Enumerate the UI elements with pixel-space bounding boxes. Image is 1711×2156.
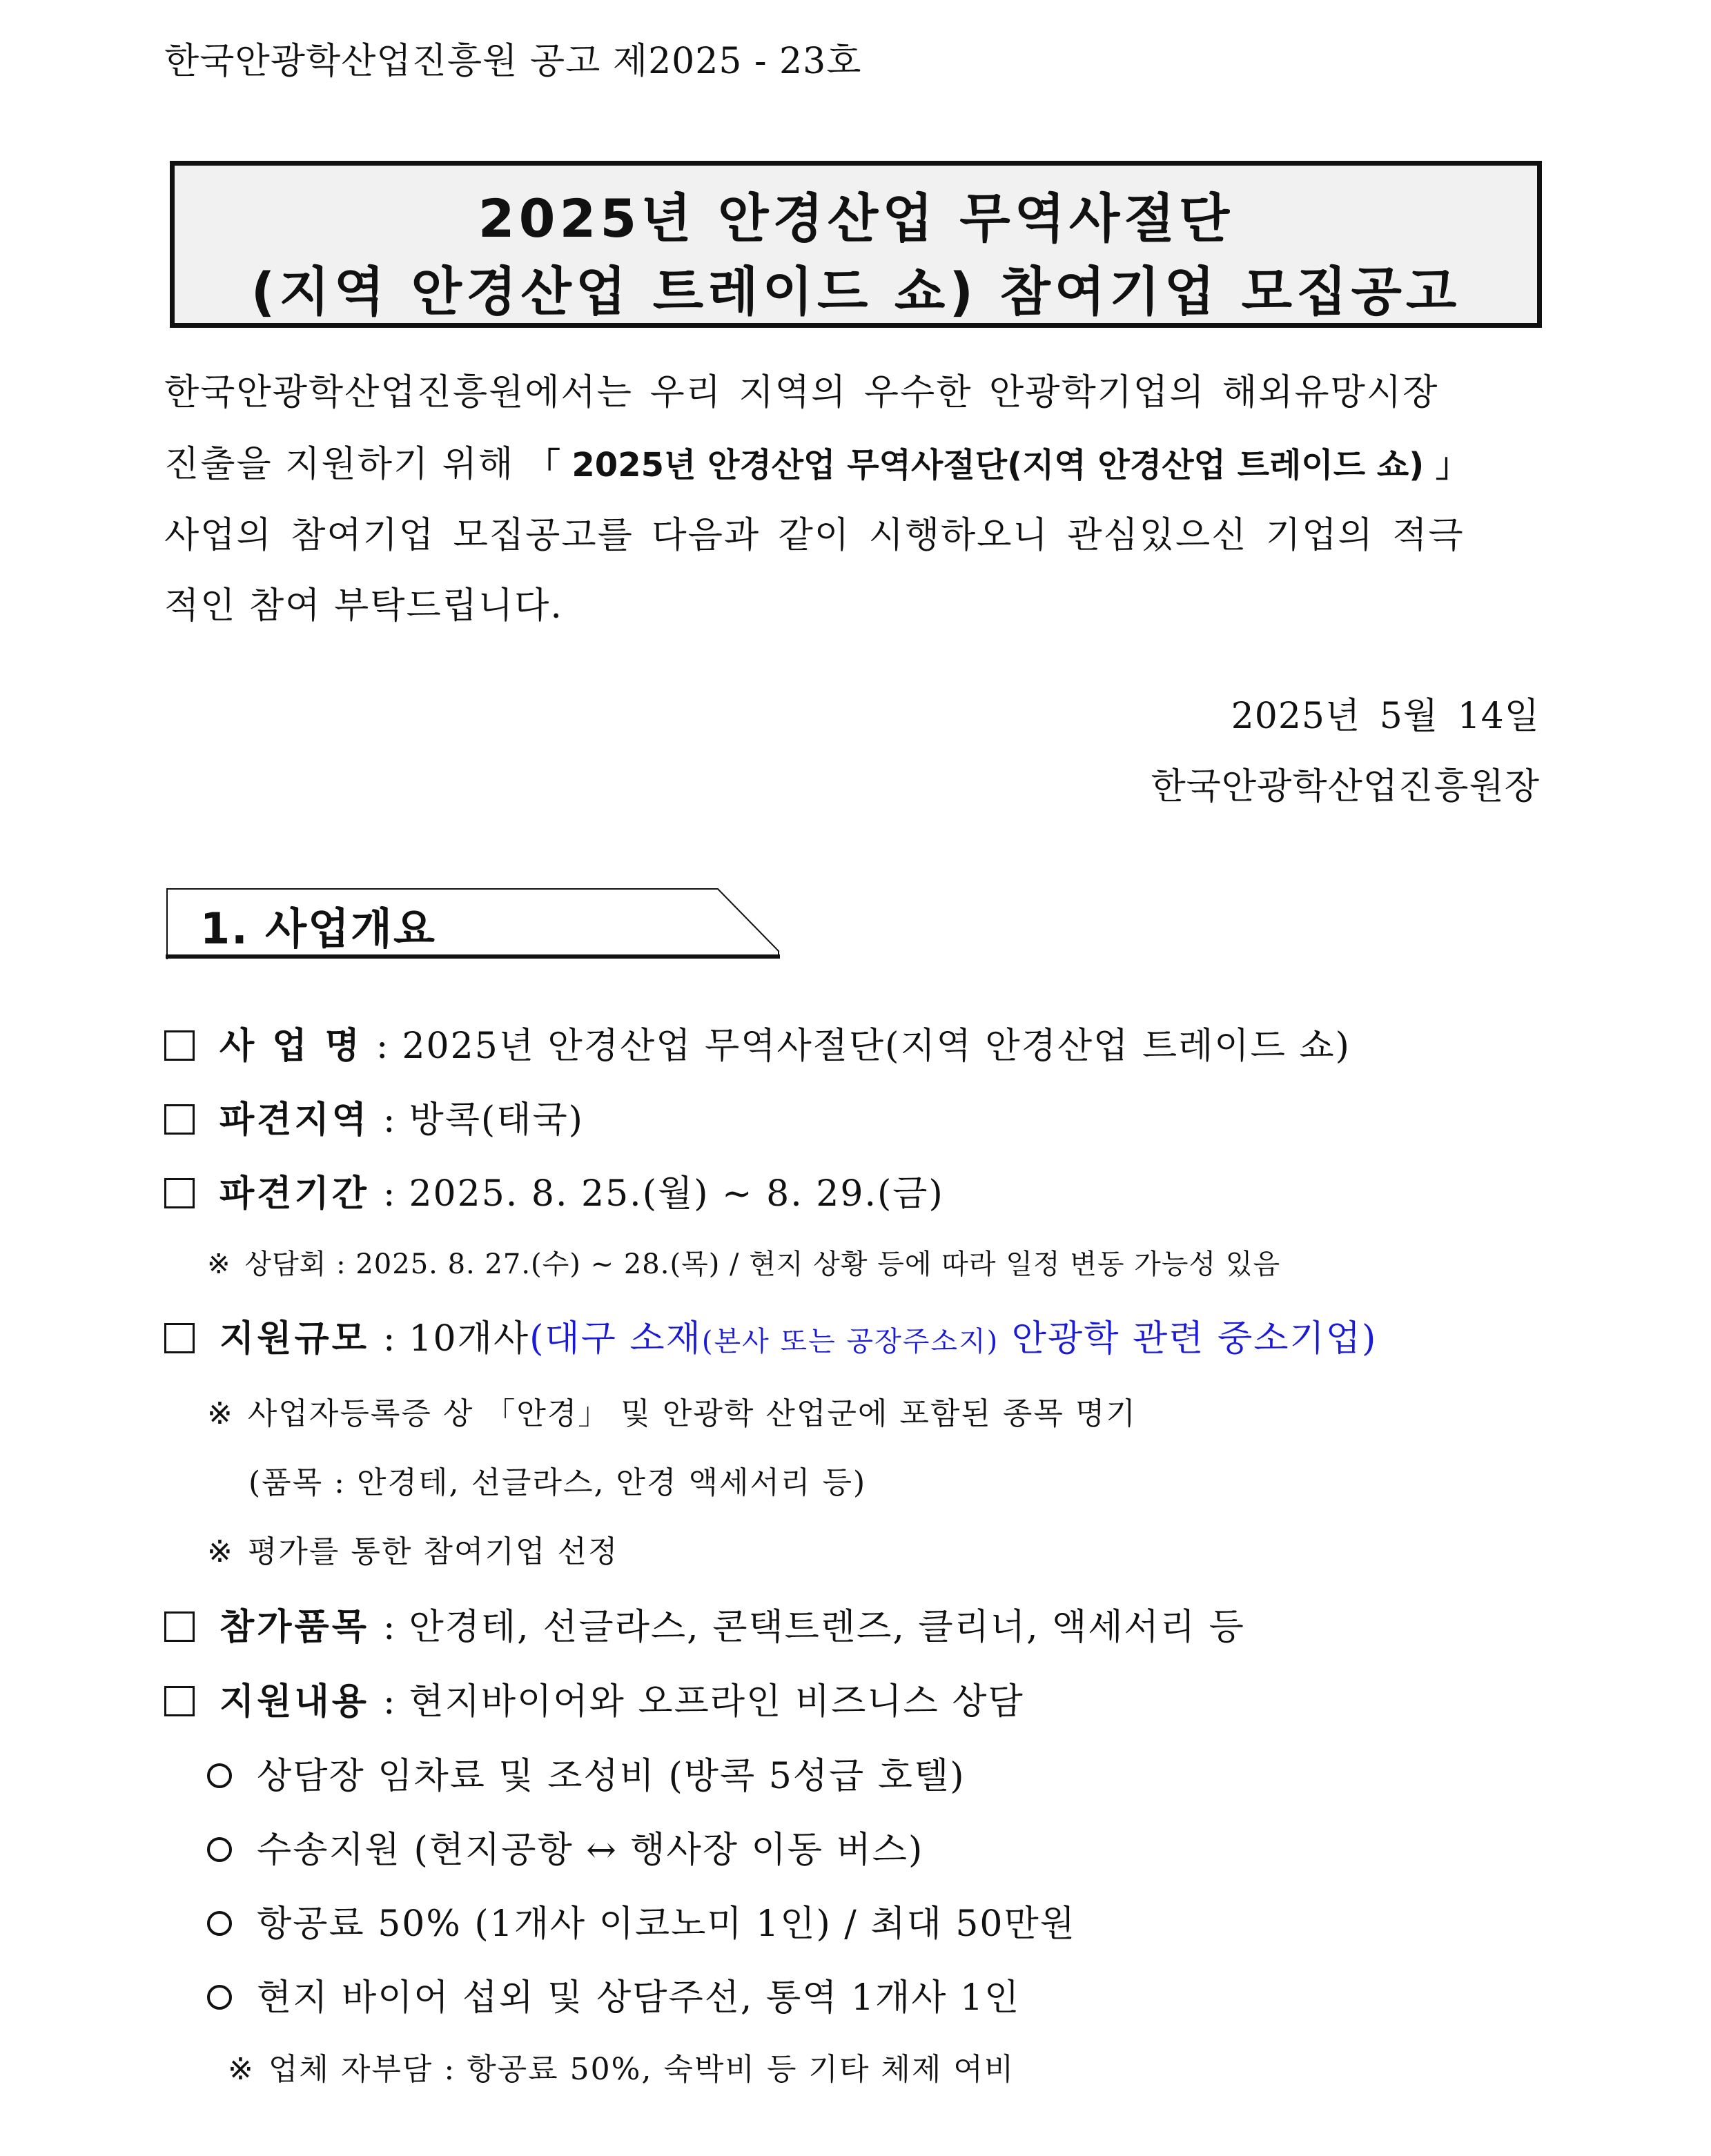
colon: : bbox=[382, 1318, 397, 1360]
intro-line-2 bbox=[164, 435, 1469, 487]
scale-note-2 bbox=[207, 1527, 618, 1571]
circle-bullet-icon bbox=[207, 1911, 232, 1936]
project-name-row bbox=[164, 1017, 1351, 1068]
colon: : bbox=[382, 1607, 397, 1648]
scale-location: (대구 소재 bbox=[529, 1318, 702, 1360]
project-title-quote: 「 2025년 안경산업 무역사절단(지역 안경산업 트레이드 쇼) 」 bbox=[527, 446, 1469, 484]
support-note-text: 업체 자부담 : 항공료 50%, 숙박비 등 기타 체제 여비 bbox=[268, 2052, 1015, 2087]
support-bullet-text: 항공료 50% (1개사 이코노미 1인) / 최대 50만원 bbox=[257, 1903, 1076, 1945]
scale-note-1-text: 사업자등록증 상 「안경」 및 안광학 산업군에 포함된 종목 명기 bbox=[247, 1396, 1137, 1431]
items-label: 참가품목 bbox=[219, 1607, 369, 1648]
colon: : bbox=[382, 1173, 397, 1215]
region-row bbox=[164, 1090, 584, 1142]
project-name-label: 사 업 명 bbox=[219, 1026, 362, 1067]
support-label: 지원내용 bbox=[219, 1681, 369, 1723]
circle-bullet-icon bbox=[207, 1837, 232, 1862]
intro-line-1: 한국안광학산업진흥원에서는 우리 지역의 우수한 안광학기업의 해외유망시장 bbox=[164, 372, 1439, 413]
scale-row bbox=[164, 1309, 1377, 1361]
items-value: 안경테, 선글라스, 콘택트렌즈, 클리너, 액세서리 등 bbox=[409, 1607, 1245, 1648]
period-label: 파견기간 bbox=[219, 1173, 369, 1215]
title-line-2: (지역 안경산업 트레이드 쇼) 참여기업 모집공고 bbox=[251, 261, 1461, 322]
checkbox-icon bbox=[164, 1030, 195, 1061]
section-heading: 1. 사업개요 bbox=[200, 903, 436, 954]
intro-line-3: 사업의 참여기업 모집공고를 다음과 같이 시행하오니 관심있으신 기업의 적극 bbox=[164, 515, 1465, 556]
notice-number: 한국안광학산업진흥원 공고 제2025 - 23호 bbox=[164, 41, 862, 82]
circle-bullet-icon bbox=[207, 1763, 232, 1788]
checkbox-icon bbox=[164, 1686, 195, 1716]
project-name-value: 2025년 안경산업 무역사절단(지역 안경산업 트레이드 쇼) bbox=[402, 1026, 1351, 1067]
support-value: 현지바이어와 오프라인 비즈니스 상담 bbox=[409, 1681, 1024, 1723]
support-bullet-text: 상담장 임차료 및 조성비 (방콕 5성급 호텔) bbox=[257, 1756, 966, 1797]
region-value: 방콕(태국) bbox=[409, 1099, 584, 1141]
period-note-text: 상담회 : 2025. 8. 27.(수) ~ 28.(목) / 현지 상황 등에 따라 일정 변동 가능성 있음 bbox=[244, 1248, 1281, 1280]
checkbox-icon bbox=[164, 1178, 195, 1208]
notice-date: 2025년 5월 14일 bbox=[1231, 696, 1540, 737]
support-bullet bbox=[207, 1968, 1020, 2020]
intro-line-2-prefix: 진출을 지원하기 위해 bbox=[164, 444, 527, 485]
support-bullet-text: 현지 바이어 섭외 및 상담주선, 통역 1개사 1인 bbox=[257, 1977, 1021, 2019]
support-bullet bbox=[207, 1821, 923, 1872]
scale-target: 안광학 관련 중소기업) bbox=[999, 1318, 1378, 1360]
colon: : bbox=[375, 1026, 390, 1067]
scale-label: 지원규모 bbox=[219, 1318, 369, 1360]
reference-mark-icon: ※ bbox=[207, 1248, 231, 1280]
items-row bbox=[164, 1598, 1245, 1649]
scale-location-detail: (본사 또는 공장주소지) bbox=[701, 1326, 999, 1358]
title-box bbox=[170, 161, 1542, 328]
reference-mark-icon: ※ bbox=[207, 1534, 234, 1569]
intro-line-4: 적인 참여 부탁드립니다. bbox=[164, 585, 563, 627]
support-note bbox=[228, 2044, 1015, 2088]
support-bullet-text: 수송지원 (현지공항 ↔ 행사장 이동 버스) bbox=[257, 1830, 924, 1871]
support-bullet bbox=[207, 1894, 1076, 1946]
scale-note-1 bbox=[207, 1389, 1137, 1433]
colon: : bbox=[382, 1681, 397, 1723]
region-label: 파견지역 bbox=[219, 1099, 369, 1141]
support-row bbox=[164, 1672, 1024, 1724]
scale-note-2-text: 평가를 통한 참여기업 선정 bbox=[247, 1534, 619, 1569]
scale-note-1-sub: (품목 : 안경테, 선글라스, 안경 액세서리 등) bbox=[248, 1465, 867, 1500]
circle-bullet-icon bbox=[207, 1985, 232, 2010]
period-row bbox=[164, 1164, 944, 1216]
checkbox-icon bbox=[164, 1104, 195, 1135]
colon: : bbox=[382, 1099, 397, 1141]
reference-mark-icon: ※ bbox=[228, 2052, 255, 2087]
checkbox-icon bbox=[164, 1611, 195, 1642]
period-note bbox=[207, 1242, 1280, 1282]
title-line-1: 2025년 안경산업 무역사절단 bbox=[478, 188, 1234, 249]
issuer-name: 한국안광학산업진흥원장 bbox=[1151, 766, 1540, 807]
period-value: 2025. 8. 25.(월) ~ 8. 29.(금) bbox=[409, 1173, 944, 1215]
reference-mark-icon: ※ bbox=[207, 1396, 234, 1431]
scale-value: 10개사 bbox=[409, 1318, 530, 1360]
support-bullet bbox=[207, 1747, 966, 1799]
checkbox-icon bbox=[164, 1323, 195, 1353]
